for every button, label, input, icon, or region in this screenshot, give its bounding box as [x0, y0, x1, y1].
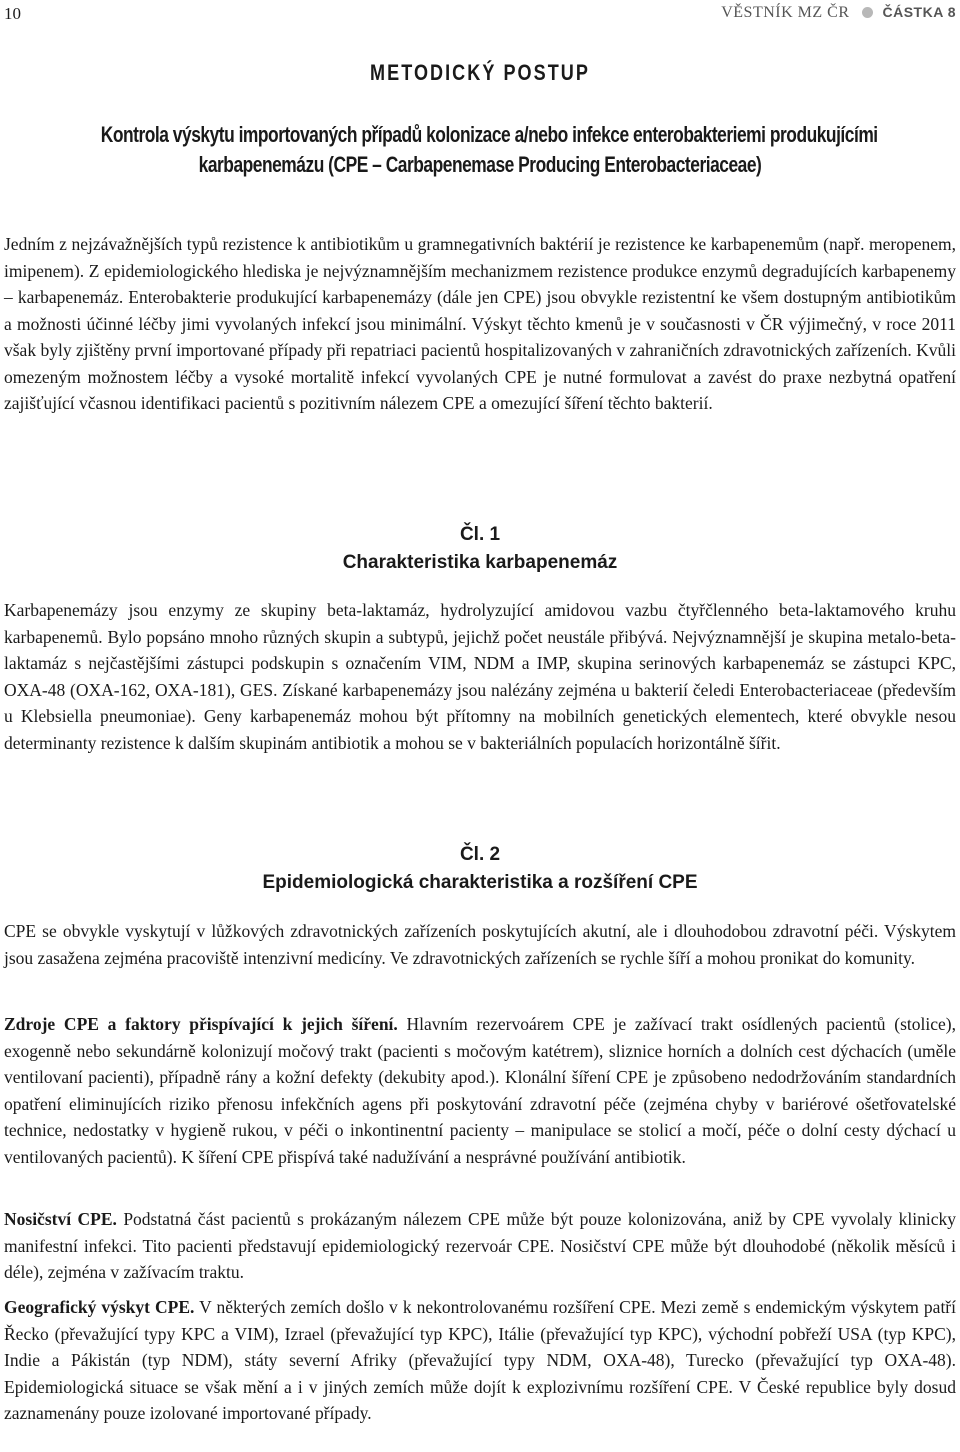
section-2-heading: [0, 841, 960, 897]
section-2-paragraph-1: CPE se obvykle vyskytují v lůžkových zdravotnických zařízeních poskytujících akutní, ale i dlouhodobou zdravotní péči. Výskytem jsou zasažena zejména pracoviště intenzivní medicíny. Ve zdravotnických zařízeních se rychle šíří a mohou pronikat do komunity.: [4, 921, 956, 968]
sources-lead: Zdroje CPE a faktory přispívající k jejich šíření.: [4, 1014, 398, 1034]
section-2-paragraph-carriage: [4, 1206, 956, 1286]
sources-text: Hlavním rezervoárem CPE je zažívací trakt osídlených pacientů (stolice), exogenně nebo sekundárně kolonizují močový trakt (pacienti s močovým katétrem), sliznice horních a dolních cest dýchacích (uměle ventilovaní pacienti), případně rány a kožní defekty (dekubity apod.). Klonální šíření CPE je způsobeno nedodržováním standardních opatření eliminujících riziko přenosu infekčních agens při poskytování zdravotní péče (zejména chyby v bariérové ošetřovatelské technice, nedostatky v hygieně rukou, v péči o inkontinentní pacienty – manipulace se stolicí a močí, péče o dolní cesty dýchací u ventilovaných pacientů). K šíření CPE přispívá také nadužívání a nesprávné používání antibiotik.: [4, 1014, 956, 1167]
subtitle-line-2: karbapenemázu (CPE – Carbapenemase Producing Enterobacteriaceae): [198, 152, 762, 177]
section-1-paragraph: Karbapenemázy jsou enzymy ze skupiny beta-laktamáz, hydrolyzující amidovou vazbu čtyřčlenného beta-laktamového kruhu karbapenemů. Bylo popsáno mnoho různých skupin a subtypů, jejichž počet neustále přibývá. Nejvýznamnější je skupina metalo-beta-laktamáz s nejčastějšími zástupci podskupin s označením VIM, NDM a IMP, skupina serinových karbapenemáz se zástupci KPC, OXA-48 (OXA-162, OXA-181), GES. Získané karbapenemázy jsou nalézány zejména u bakterií čeledi Enterobacteriaceae (především u Klebsiella pneumoniae). Geny karbapenemáz mohou být přítomny na mobilních genetických elementech, které obvykle nesou determinanty rezistence k dalším skupinám antibiotik a mohou se v bakteriálních populacích horizontálně šířit.: [4, 600, 956, 753]
running-header: [4, 4, 956, 24]
section-2-paragraph-geography: [4, 1294, 956, 1427]
document-title: METODICKÝ POSTUP: [370, 60, 590, 85]
subtitle-line-1: Kontrola výskytu importovaných případů kolonizace a/nebo infekce enterobakteriemi produkujícími: [100, 122, 878, 147]
section-1-heading: [0, 521, 960, 577]
section-2-number: Čl. 2: [459, 844, 501, 865]
header-right: [721, 4, 956, 22]
carriage-lead: Nosičství CPE.: [4, 1209, 117, 1229]
section-1-number: Čl. 1: [459, 524, 501, 545]
document-subtitle: [100, 120, 878, 180]
intro-paragraph: Jedním z nejzávažnějších typů rezistence k antibiotikům u gramnegativních baktérií je rezistence ke karbapenemům (např. meropenem, imipenem). Z epidemiologického hlediska je nejvýznamnějším mechanizmem rezistence produkce enzymů degradujících karbapenemy – karbapenemáz. Enterobakterie produkující karbapenemázy (dále jen CPE) jsou obvykle rezistentní ke všem dostupným antibiotikům a možnosti účinné léčby jimi vyvolaných infekcí jsou minimální. Výskyt těchto kmenů je v současnosti v ČR výjimečný, v roce 2011 však byly zjištěny první importované případy při repatriaci pacientů hospitalizovaných v zahraničních zdravotnických zařízeních. Kvůli omezeným možnostem léčby a vysoké mortalitě infekcí vyvolaných CPE je nutné formulovat a zavést do praxe nezbytná opatření zajišťující včasnou identifikaci pacientů s pozitivním nálezem CPE a omezující šíření těchto bakterií.: [4, 234, 956, 413]
geography-text: V některých zemích došlo v k nekontrolovanému rozšíření CPE. Mezi země s endemickým výskytem patří Řecko (převažující typy KPC a VIM), Izrael (převažující typ KPC), Itálie (převažující typ KPC), východní pobřeží USA (typ KPC), Indie a Pákistán (typ NDM), státy severní Afriky (převažující typy NDM, OXA-48), Turecko (převažující typ OXA-48). Epidemiologická situace se však mění a i v jiných zemích může dojít k explozivnímu rozšíření CPE. V České republice byly dosud zaznamenány pouze izolované importované případy.: [4, 1297, 956, 1423]
geography-lead: Geografický výskyt CPE.: [4, 1297, 195, 1317]
carriage-text: Podstatná část pacientů s prokázaným nálezem CPE může být pouze kolonizována, aniž by CPE vyvolaly klinicky manifestní infekci. Tito pacienti představují epidemiologický rezervoár CPE. Nosičství CPE může být dlouhodobé (několik měsíců i déle), zejména v zažívacím traktu.: [4, 1209, 956, 1282]
section-1-title: Charakteristika karbapenemáz: [342, 552, 618, 573]
section-2-title: Epidemiologická charakteristika a rozšíření CPE: [262, 872, 698, 893]
journal-name: VĚSTNÍK MZ ČR: [721, 4, 850, 21]
page-number: 10: [4, 4, 21, 23]
issue-part: ČÁSTKA 8: [882, 4, 956, 20]
bullet-icon: [862, 7, 873, 18]
section-2-paragraph-sources: [4, 1011, 956, 1170]
